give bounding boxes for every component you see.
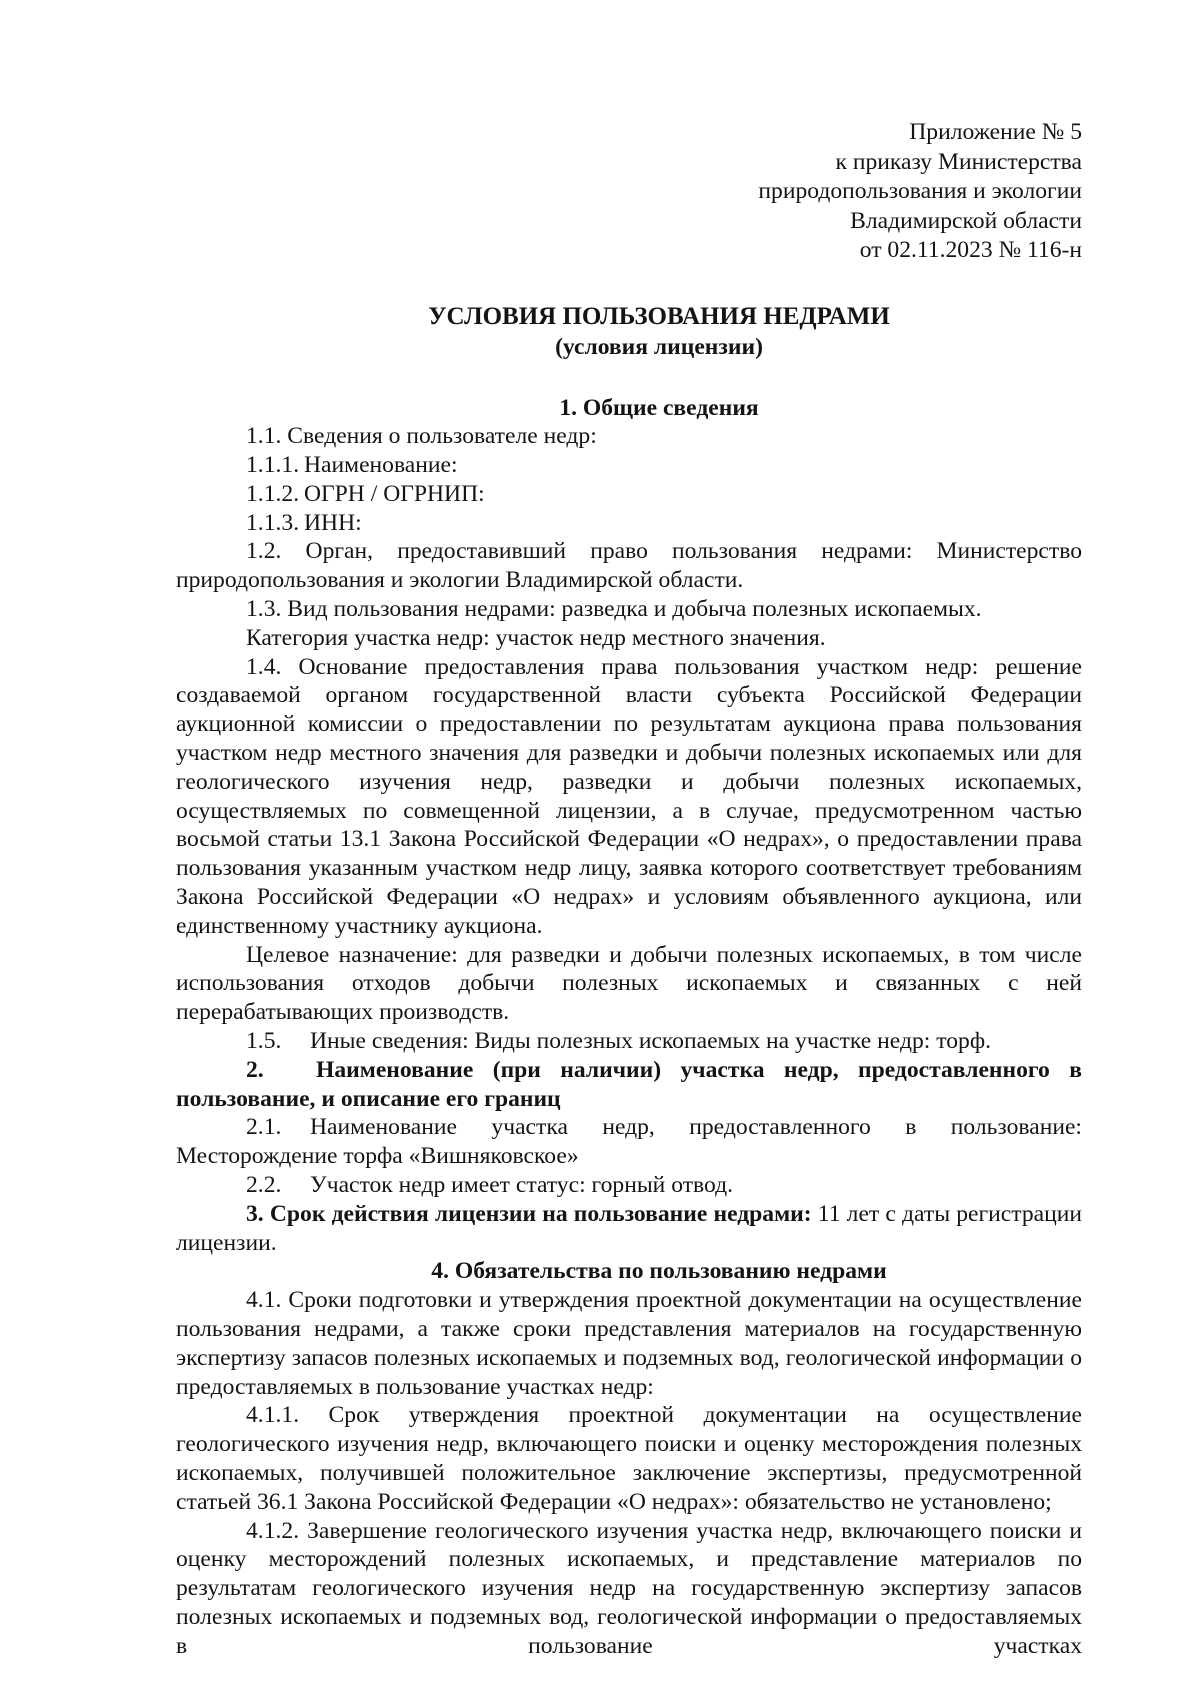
item-text: Иные сведения: Виды полезных ископаемых на участке недр: торф. xyxy=(310,1028,992,1055)
item-number: 1.5. xyxy=(246,1028,282,1055)
paragraph-1-1-2 xyxy=(176,480,1082,509)
paragraph-1-3: 1.3. Вид пользования недрами: разведка и добыча полезных ископаемых. xyxy=(246,596,982,623)
document-subtitle: (условия лицензии) xyxy=(555,333,763,360)
paragraph-1-2: 1.2. Орган, предоставивший право пользования недрами: Министерство природопользования и экологии Владимирской области. xyxy=(176,538,1082,594)
section-3-text: 11 лет с даты регистрации лицензии. xyxy=(176,1200,1083,1256)
item-text: ОГРН / ОГРНИП: xyxy=(304,480,485,507)
paragraph-1-1: 1.1. Сведения о пользователе недр: xyxy=(246,423,597,450)
item-number: 2.1. xyxy=(246,1114,282,1141)
paragraph-4-1: 4.1. Сроки подготовки и утверждения проектной документации на осуществление пользования недрами, а также сроки представления материалов на государственную экспертизу запасов полезных ископаемых и подземных вод, геологической информации о предоставляемых в пользование участках недр: xyxy=(176,1287,1082,1400)
paragraph-1-1-3 xyxy=(176,509,1082,538)
paragraph-1-1-1 xyxy=(176,451,1082,480)
appendix-line: от 02.11.2023 № 116-н xyxy=(859,237,1082,263)
appendix-line: к приказу Министерства xyxy=(835,148,1082,175)
item-number: 1.1.2. xyxy=(246,480,300,507)
item-text: Наименование: xyxy=(304,452,458,479)
section-3-label: 3. Срок действия лицензии на пользование недрами: xyxy=(246,1200,812,1227)
paragraph-2-2 xyxy=(176,1171,1082,1200)
appendix-line: Приложение № 5 xyxy=(909,119,1082,145)
paragraph-4-1-2: 4.1.2. Завершение геологического изучения участка недр, включающего поиски и оценку месторождений полезных ископаемых, и представление материалов по результатам геологического изучения недр на государственную экспертизу запасов полезных ископаемых и подземных вод, геологической информации о предоставляемых в пользование участках xyxy=(176,1517,1082,1659)
paragraph-2-1 xyxy=(176,1113,1082,1171)
paragraph-1-4: 1.4. Основание предоставления права пользования участком недр: решение создаваемой органом государственной власти субъекта Российской Федерации аукционной комиссии о предоставлении по результатам аукциона права пользования участком недр местного значения для разведки и добычи полезных ископаемых или для геологического изучения недр, разведки и добычи полезных ископаемых, осуществляемых по совмещенной лицензии, а в случае, предусмотренном частью восьмой статьи 13.1 Закона Российской Федерации «О недрах», о предоставлении права пользования указанным участком недр лицу, заявка которого соответствует требованиям Закона Российской Федерации «О недрах» и условиям объявленного аукциона, или единственному участнику аукциона. xyxy=(176,653,1082,939)
heading-number: 2. xyxy=(246,1056,264,1083)
item-number: 1.1.3. xyxy=(246,509,300,536)
paragraph-purpose: Целевое назначение: для разведки и добычи полезных ископаемых, в том числе использования отходов добычи полезных ископаемых и связанных с ней перерабатывающих производств. xyxy=(176,941,1082,1026)
section-1-heading: 1. Общие сведения xyxy=(559,394,759,421)
section-2-heading xyxy=(176,1056,1082,1114)
appendix-line: Владимирской области xyxy=(850,207,1082,234)
document-title: УСЛОВИЯ ПОЛЬЗОВАНИЯ НЕДРАМИ xyxy=(428,302,890,330)
item-text: Наименование участка недр, предоставленного в пользование: Месторождение торфа «Вишняковское» xyxy=(176,1114,1082,1170)
item-text: Участок недр имеет статус: горный отвод. xyxy=(310,1172,734,1199)
item-text: ИНН: xyxy=(304,509,362,536)
appendix-line: природопользования и экологии xyxy=(758,178,1082,204)
item-number: 2.2. xyxy=(246,1172,282,1199)
item-number: 1.1.1. xyxy=(246,452,300,479)
heading-text: Наименование (при наличии) участка недр, предоставленного в пользование, и описание его границ xyxy=(176,1056,1082,1112)
paragraph-1-5 xyxy=(176,1027,1082,1056)
section-4-heading: 4. Обязательства по пользованию недрами xyxy=(431,1258,887,1285)
section-3-paragraph xyxy=(176,1200,1082,1258)
paragraph-category: Категория участка недр: участок недр местного значения. xyxy=(246,624,826,651)
appendix-header xyxy=(176,118,1082,266)
paragraph-4-1-1: 4.1.1. Срок утверждения проектной документации на осуществление геологического изучения недр, включающего поиски и оценку месторождения полезных ископаемых, получившей положительное заключение экспертизы, предусмотренной статьей 36.1 Закона Российской Федерации «О недрах»: обязательство не установлено; xyxy=(176,1402,1082,1515)
